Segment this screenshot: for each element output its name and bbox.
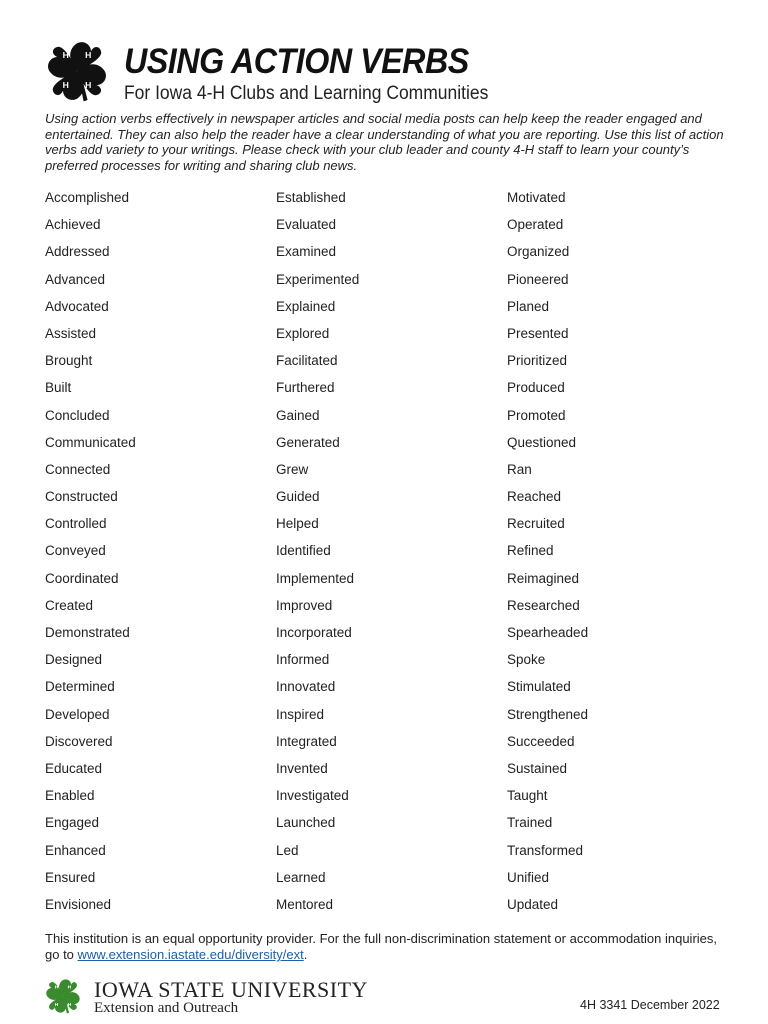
- verb-item: Built: [45, 380, 72, 396]
- verb-item: Strengthened: [507, 706, 589, 722]
- verb-item: Identified: [276, 543, 331, 559]
- verb-item: Incorporated: [276, 625, 352, 640]
- verb-item: Innovated: [276, 679, 336, 695]
- verb-column-1: [45, 188, 265, 922]
- verb-item: Assisted: [45, 325, 97, 341]
- verb-item: Helped: [276, 516, 319, 532]
- note-text: This institution is an equal opportunity provider. For the full non-discrimination statement or accommodation inquiries, go to: [45, 931, 718, 962]
- verb-item: Advanced: [45, 271, 106, 287]
- verb-item: Trained: [507, 815, 553, 831]
- verb-item: Produced: [507, 380, 565, 396]
- verb-item: Learned: [276, 869, 326, 885]
- verb-item: Designed: [45, 652, 103, 668]
- verb-item: Accomplished: [45, 190, 130, 205]
- isu-extension-logo: [44, 977, 368, 1019]
- verb-item: Led: [276, 842, 299, 858]
- svg-text:H: H: [67, 1002, 72, 1008]
- verb-item: Sustained: [507, 760, 568, 776]
- verb-item: Refined: [507, 543, 554, 559]
- verb-item: Recruited: [507, 516, 565, 532]
- svg-text:H: H: [54, 1002, 59, 1008]
- verb-item: Reimagined: [507, 570, 580, 586]
- verb-item: Enabled: [45, 788, 95, 804]
- verb-item: Guided: [276, 489, 320, 505]
- verb-item: Controlled: [45, 516, 107, 532]
- svg-text:H: H: [62, 80, 69, 91]
- verb-item: Gained: [276, 407, 320, 423]
- equal-opportunity-note: [45, 931, 735, 963]
- verb-item: Taught: [507, 788, 548, 804]
- verb-item: Communicated: [45, 434, 136, 450]
- verb-item: Determined: [45, 679, 115, 695]
- verb-item: Addressed: [45, 244, 110, 260]
- verb-item: Discovered: [45, 733, 113, 749]
- verb-item: Planed: [507, 298, 550, 314]
- svg-text:H: H: [67, 985, 72, 991]
- verb-item: Ran: [507, 461, 532, 477]
- verb-item: Established: [276, 190, 346, 205]
- verb-item: Launched: [276, 815, 336, 831]
- verb-item: Improved: [276, 597, 333, 613]
- verb-item: Grew: [276, 461, 309, 477]
- verb-item: Engaged: [45, 815, 100, 831]
- svg-text:H: H: [85, 80, 92, 91]
- verb-item: Created: [45, 597, 94, 613]
- verb-item: Organized: [507, 244, 570, 260]
- verb-item: Explained: [276, 298, 336, 314]
- verb-item: Constructed: [45, 489, 118, 505]
- diversity-link[interactable]: www.extension.iastate.edu/diversity/ext: [77, 947, 304, 962]
- svg-text:H: H: [85, 49, 92, 60]
- verb-item: Evaluated: [276, 217, 337, 233]
- verb-item: Developed: [45, 706, 110, 722]
- verb-list: [45, 188, 735, 918]
- verb-item: Updated: [507, 896, 559, 912]
- verb-item: Operated: [507, 217, 564, 233]
- verb-item: Presented: [507, 325, 569, 341]
- page-subtitle: For Iowa 4-H Clubs and Learning Communities: [124, 83, 489, 104]
- 4h-clover-green-icon: [44, 977, 82, 1015]
- verb-item: Investigated: [276, 788, 349, 804]
- verb-item: Experimented: [276, 271, 360, 287]
- verb-item: Achieved: [45, 217, 101, 233]
- verb-item: Reached: [507, 489, 562, 505]
- verb-item: Succeeded: [507, 733, 575, 749]
- verb-item: Motivated: [507, 190, 566, 205]
- isu-name: IOWA STATE UNIVERSITY: [94, 977, 368, 1002]
- verb-item: Enhanced: [45, 842, 106, 858]
- verb-column-3: [507, 188, 727, 922]
- verb-item: Stimulated: [507, 679, 571, 695]
- verb-item: Ensured: [45, 869, 96, 885]
- verb-item: Pioneered: [507, 271, 569, 287]
- document-header: [44, 38, 734, 108]
- svg-text:H: H: [62, 49, 69, 60]
- verb-item: Examined: [276, 244, 337, 260]
- verb-item: Mentored: [276, 896, 334, 912]
- verb-item: Integrated: [276, 733, 337, 749]
- verb-item: Transformed: [507, 842, 584, 858]
- verb-item: Questioned: [507, 434, 577, 450]
- verb-item: Furthered: [276, 380, 335, 396]
- intro-paragraph: Using action verbs effectively in newspaper articles and social media posts can help keep the reader engaged and entertained. They can also help the reader have a clear understanding of what you are reporting. Use this list of action verbs add variety to your writings. Please check with your club leader and county 4-H staff to learn your county’s preferred processes for writing and sharing club news.: [45, 111, 724, 173]
- verb-item: Spoke: [507, 652, 546, 668]
- verb-item: Spearheaded: [507, 625, 589, 640]
- document-id: 4H 3341 December 2022: [580, 998, 720, 1012]
- verb-item: Generated: [276, 434, 340, 450]
- isu-subtitle: Extension and Outreach: [94, 1000, 239, 1016]
- verb-item: Brought: [45, 353, 93, 369]
- verb-item: Advocated: [45, 298, 109, 314]
- 4h-clover-icon: [44, 38, 110, 104]
- verb-item: Inspired: [276, 706, 325, 722]
- verb-item: Implemented: [276, 570, 355, 586]
- verb-item: Unified: [507, 869, 550, 885]
- verb-item: Invented: [276, 760, 328, 776]
- verb-item: Envisioned: [45, 896, 112, 912]
- verb-item: Researched: [507, 597, 580, 613]
- svg-text:H: H: [54, 985, 59, 991]
- verb-item: Explored: [276, 325, 330, 341]
- note-end: .: [303, 947, 308, 962]
- verb-item: Conveyed: [45, 543, 106, 559]
- page-title: USING ACTION VERBS: [124, 42, 469, 81]
- verb-item: Prioritized: [507, 353, 568, 369]
- verb-item: Demonstrated: [45, 625, 130, 640]
- verb-item: Coordinated: [45, 570, 119, 586]
- verb-item: Promoted: [507, 407, 566, 423]
- verb-item: Facilitated: [276, 353, 338, 369]
- verb-item: Concluded: [45, 407, 110, 423]
- verb-column-2: [276, 188, 496, 922]
- verb-item: Educated: [45, 760, 103, 776]
- verb-item: Informed: [276, 652, 330, 668]
- verb-item: Connected: [45, 461, 111, 477]
